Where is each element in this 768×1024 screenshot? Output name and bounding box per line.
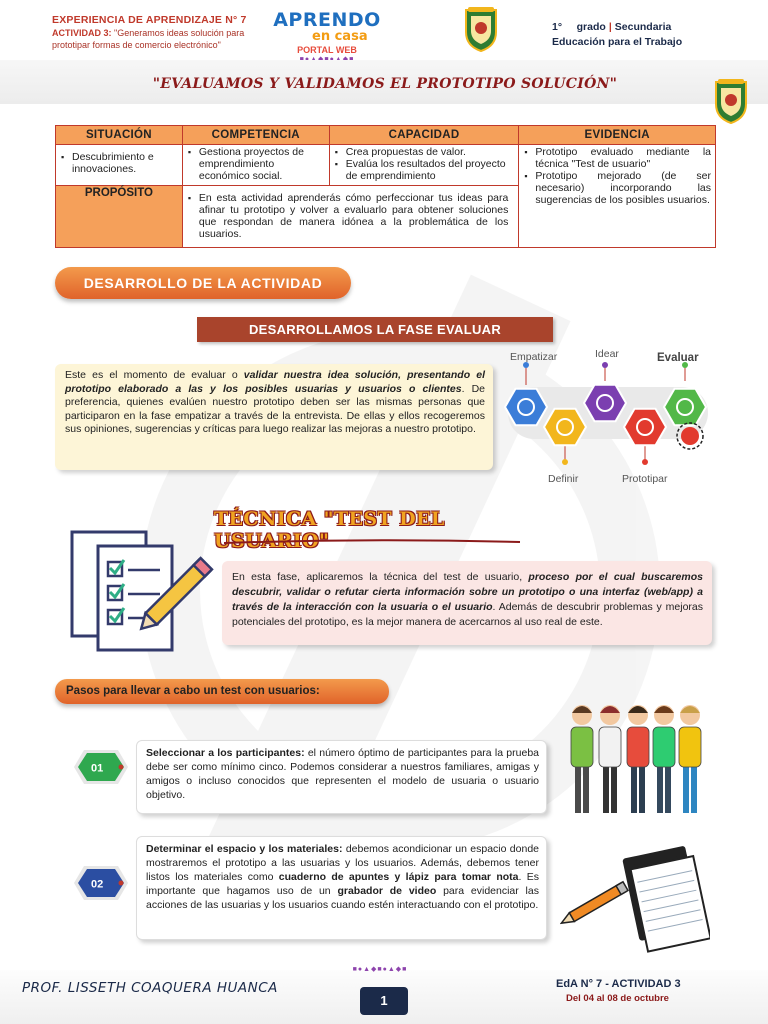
person-leg xyxy=(575,763,581,813)
diagram-label-prototipar: Prototipar xyxy=(622,473,668,485)
header-evidencia: EVIDENCIA xyxy=(519,126,716,145)
diagram-label-definir: Definir xyxy=(548,473,579,485)
tecnica-title: TÉCNICA "TEST DEL USUARIO" xyxy=(214,508,445,552)
step-01-badge xyxy=(72,746,132,788)
proposito-text: ▪ En esta actividad aprenderás cómo perfeccionar tus ideas para afinar tu prototipo y volver a evaluarlo para obtener soluciones que respondan de manera idónea a la problemática de los usuarios. xyxy=(187,192,508,240)
pasos-banner: Pasos para llevar a cabo un test con usuarios: xyxy=(55,679,389,704)
fase-evaluar-banner: DESARROLLAMOS LA FASE EVALUAR xyxy=(197,317,553,342)
logo-main-text: APRENDO xyxy=(273,9,381,31)
hexagon-evaluar xyxy=(664,389,706,425)
footer-activity: EdA N° 7 - ACTIVIDAD 3 xyxy=(556,978,681,990)
person-leg xyxy=(631,763,637,813)
logo-portal-text: PORTAL WEB xyxy=(297,45,357,55)
step-02-badge xyxy=(72,862,132,904)
hexagon-definir xyxy=(544,409,586,445)
notebook-pencil-icon xyxy=(560,842,710,954)
design-thinking-diagram xyxy=(500,345,760,490)
step-02-text-a: debemos acondicionar un espacio donde mostraremos el prototipo a las usuarias y los usuarios. Además, debemos tener listos los materiales como xyxy=(146,843,540,883)
person-body xyxy=(679,727,701,767)
step-02-bold-b: grabador de video xyxy=(337,885,437,897)
person-leg xyxy=(603,763,609,813)
tecnica-intro: En esta fase, aplicaremos la técnica del test de usuario, xyxy=(232,571,529,583)
diagram-label-idear: Idear xyxy=(595,348,619,360)
footer-dates: Del 04 al 08 de octubre xyxy=(566,993,669,1004)
step-02-card xyxy=(136,836,547,940)
step-02-bold-a: cuaderno de apuntes y lápiz para tomar nota xyxy=(278,871,519,883)
hexagon-idear xyxy=(584,385,626,421)
evaluar-intro: Este es el momento de evaluar o xyxy=(65,369,244,381)
person-leg xyxy=(583,763,589,813)
header-experience-block xyxy=(52,14,262,51)
capacidad-item: ▪ Crea propuestas de valor. xyxy=(334,146,515,158)
step-02-lead: Determinar el espacio y los materiales: xyxy=(146,843,343,855)
learning-table xyxy=(55,125,716,248)
person-body xyxy=(653,727,675,767)
person-leg xyxy=(665,763,671,813)
teacher-name: PROF. LISSETH COAQUERA HUANCA xyxy=(22,980,278,996)
page-title: "EVALUAMOS Y VALIDAMOS EL PROTOTIPO SOLUCIÓN" xyxy=(152,76,618,92)
aprendo-en-casa-logo xyxy=(272,10,382,64)
person-hair xyxy=(680,706,700,713)
grade-number: 1° xyxy=(552,21,563,33)
person-leg xyxy=(611,763,617,813)
person-leg xyxy=(691,763,697,813)
tecnica-rest: . Además de descubrir problemas y mejoras potenciales del prototipo, es la mejor manera de acercarnos al uso real de este. xyxy=(232,601,703,628)
evidencia-item: ▪ Prototipo evaluado mediante la técnica "Test de usuario" xyxy=(523,146,711,170)
evaluar-emphasis: validar nuestra idea solución, presentando el prototipo elaborado a las y los posibles usuarias y usuarios o clientes xyxy=(65,369,486,395)
header-competencia: COMPETENCIA xyxy=(182,126,329,145)
proposito-label: PROPÓSITO xyxy=(56,186,183,248)
person-hair xyxy=(572,706,592,713)
person-hair xyxy=(628,706,648,713)
step-01-number: 01 xyxy=(91,762,104,775)
group-of-people-icon xyxy=(560,701,720,819)
activity-label: ACTIVIDAD 3: xyxy=(52,28,112,38)
hexagon-empatizar xyxy=(505,389,547,425)
school-crest-icon xyxy=(462,6,500,52)
step-02-text-b: . Es importante que hagamos uso de un xyxy=(146,871,540,897)
title-underline xyxy=(222,538,522,546)
header-grade-block: 1° grado | Secundaria Educación para el Trabajo xyxy=(552,20,752,50)
step-01-lead: Seleccionar a los participantes: xyxy=(146,747,305,759)
checklist-pencil-icon xyxy=(68,528,218,652)
diagram-label-empatizar: Empatizar xyxy=(510,351,558,363)
desarrollo-banner: DESARROLLO DE LA ACTIVIDAD xyxy=(55,267,351,299)
person-hair xyxy=(600,706,620,713)
subject-text: Educación para el Trabajo xyxy=(552,36,683,48)
level-text: Secundaria xyxy=(614,21,672,33)
page-number: 1 xyxy=(360,987,408,1015)
capacidad-item: ▪ Evalúa los resultados del proyecto de emprendimiento xyxy=(334,158,515,182)
grade-word: grado xyxy=(576,21,606,33)
person-body xyxy=(627,727,649,767)
header-capacidad: CAPACIDAD xyxy=(329,126,519,145)
person-body xyxy=(599,727,621,767)
activity-text: "Generamos ideas solución para prototipar formas de comercio electrónico" xyxy=(52,28,245,50)
footer-shapes-decoration: ■●▲◆■●▲◆■ xyxy=(352,966,408,973)
hexagon-prototipar xyxy=(624,409,666,445)
step-01-card xyxy=(136,740,547,814)
activity-description xyxy=(52,27,262,51)
step-02-text-c: para evidenciar las acciones de las usuarias y los usuarios cuando estén interactuando con el prototipo. xyxy=(146,885,539,911)
step-01-text: el número óptimo de participantes para la prueba debe ser como mínimo cinco. Podemos considerar a nuestros familiares, amigas y amigos o incluso conocidos que representen el modelo de usuaria o usuario objetivo. xyxy=(146,747,539,801)
evidencia-item: ▪ Prototipo mejorado (de ser necesario) incorporando las sugerencias de los posibles usuarios. xyxy=(523,170,711,206)
tecnica-emphasis: proceso por el cual buscaremos descubrir, validar o refutar cierta información sobre un prototipo o una interfaz (web/app) a través de la interacción con la usuaria o el usuario xyxy=(232,571,703,613)
person-leg xyxy=(683,763,689,813)
person-leg xyxy=(657,763,663,813)
competencia-text: ▪ Gestiona proyectos de emprendimiento económico social. xyxy=(187,146,325,182)
experience-title: EXPERIENCIA DE APRENDIZAJE N° 7 xyxy=(52,14,247,26)
evaluar-rest: . De preferencia, quienes evalúen nuestro prototipo deben ser las mismas personas que participaron en la fase empatizar a través de la entrevista. De ellas y ellos recogeremos sus opiniones, sugerencias y críticas para luego realizar las mejoras a nuestro prototipo. xyxy=(65,382,485,435)
person-hair xyxy=(654,706,674,713)
logo-sub-text: en casa xyxy=(312,29,368,44)
situacion-text: ▪ Descubrimiento e innovaciones. xyxy=(60,151,178,175)
person-leg xyxy=(639,763,645,813)
person-body xyxy=(571,727,593,767)
school-crest-icon xyxy=(712,78,750,124)
tecnica-info-card xyxy=(222,561,712,645)
diagram-label-evaluar: Evaluar xyxy=(657,352,699,364)
header-situacion: SITUACIÓN xyxy=(56,126,183,145)
step-02-number: 02 xyxy=(91,878,104,891)
evaluar-info-card xyxy=(55,364,493,470)
